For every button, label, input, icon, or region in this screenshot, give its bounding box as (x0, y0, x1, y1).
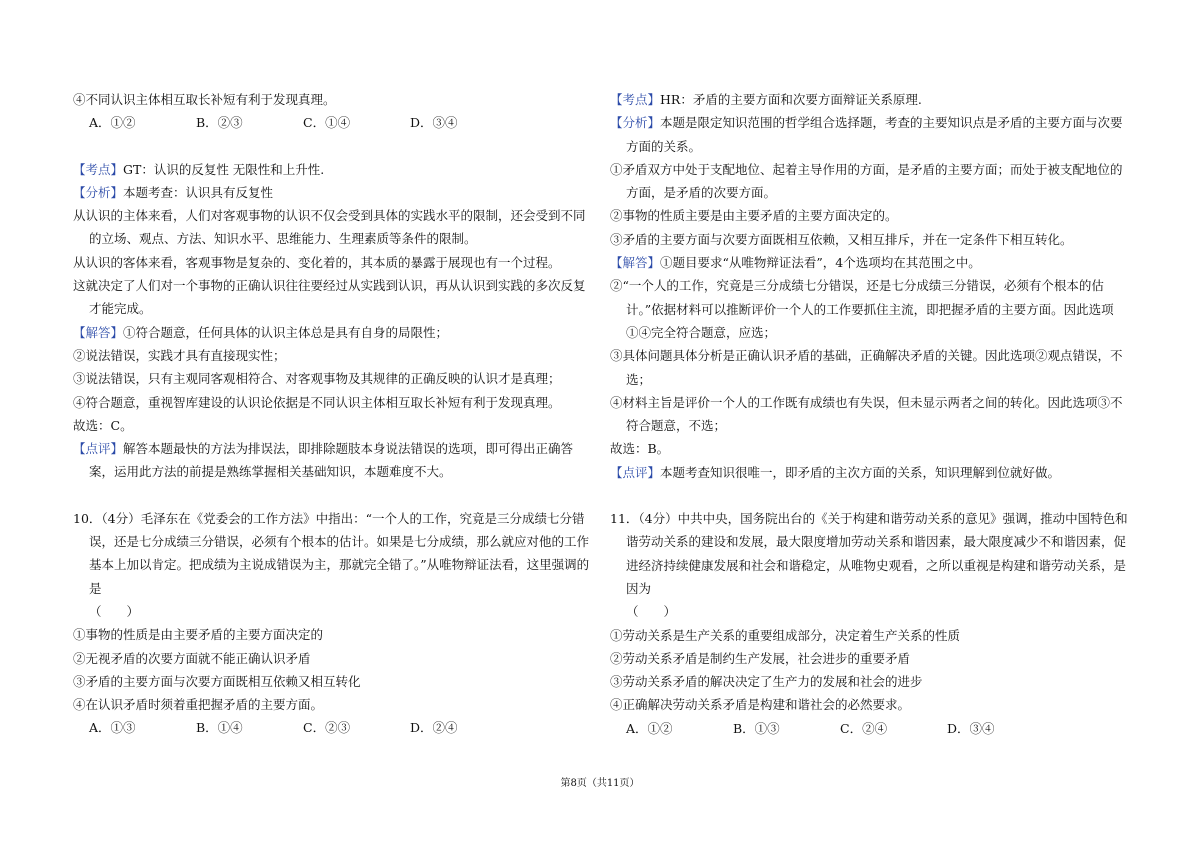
option-c: C．②④ (840, 720, 888, 736)
fenxi-line: ②事物的性质主要是由主要矛盾的主要方面决定的。 (610, 208, 898, 224)
option-c: C．②③ (303, 720, 351, 736)
spacer (73, 135, 593, 158)
page-footer: 第8页（共11页） (560, 778, 640, 789)
question-10-item: ①事物的性质是由主要矛盾的主要方面决定的 (73, 627, 324, 643)
question-11-item: ③劳动关系矛盾的解决决定了生产力的发展和社会的进步 (610, 674, 923, 690)
question-11-paren: （ ） (626, 604, 677, 620)
dianping-tag: 【点评】 (610, 464, 661, 480)
fenxi (73, 181, 593, 204)
question-10-paren: （ ） (89, 603, 140, 619)
fenxi (610, 111, 1130, 158)
dianping (610, 461, 1130, 484)
option-a: A．①② (626, 720, 673, 736)
fenxi-text: 本题考查：认识具有反复性 (123, 184, 274, 200)
option-b: B．①④ (196, 720, 243, 736)
fenxi-line: 这就决定了人们对一个事物的正确认识往往要经过从实践到认识，再从认识到实践的多次反复才能完成。 (73, 278, 586, 317)
dianping-tag: 【点评】 (73, 441, 124, 457)
jieda-text: ①符合题意，任何具体的认识主体总是具有自身的局限性； (123, 324, 449, 340)
question-10-stem: 10．（4分）毛泽东在《党委会的工作方法》中指出：“一个人的工作，究竟是三分成绩七分错误，还是七分成绩三分错误，必须有个根本的估计。如果是七分成绩，那么就应对他的工作基本上加以肯定。把成绩为主说成错误为主，那就完全错了。”从唯物辩证法看，这里强调的是 (73, 510, 590, 596)
jieda-line: ③说法错误，只有主观同客观相符合、对客观事物及其规律的正确反映的认识才是真理； (73, 371, 561, 387)
jieda-tag: 【解答】 (610, 255, 661, 271)
dianping (73, 437, 593, 484)
jieda (73, 321, 593, 344)
option-b: B．②③ (196, 115, 243, 131)
question-11-options (610, 717, 1130, 740)
jieda-line: ②说法错误，实践才具有直接现实性； (73, 347, 286, 363)
fenxi-tag: 【分析】 (73, 184, 124, 200)
fenxi-line: 从认识的客体来看，客观事物是复杂的、变化着的，其本质的暴露于展现也有一个过程。 (73, 254, 561, 270)
option-d: D．③④ (947, 720, 995, 736)
option-c: C．①④ (303, 115, 351, 131)
fenxi-line: 从认识的主体来看，人们对客观事物的认识不仅会受到具体的实践水平的限制，还会受到不同的立场、观点、方法、知识水平、思维能力、生理素质等条件的限制。 (73, 208, 586, 247)
left-column (73, 88, 593, 740)
jieda-answer: 故选：C。 (73, 417, 133, 433)
question-11-stem: 11．（4分）中共中央，国务院出台的《关于构建和谐劳动关系的意见》强调，推动中国特色和谐劳动关系的建设和发展，最大限度增加劳动关系和谐因素，最大限度减少不和谐因素，促进经济持续健康发展和社会和谐稳定，从唯物史观看，之所以重视是构建和谐劳动关系，是因为 (610, 511, 1128, 596)
question-11-item: ②劳动关系矛盾是制约生产发展，社会进步的重要矛盾 (610, 650, 911, 666)
option-d: D．②④ (410, 720, 458, 736)
spacer (610, 484, 1130, 507)
jieda-line: ②“一个人的工作，究竟是三分成绩七分错误，还是七分成绩三分错误，必须有个根本的估计。”依据材料可以推断评价一个人的工作要抓住主流，即把握矛盾的主要方面。因此选项①④完全符合题意，应选； (610, 278, 1114, 340)
fenxi-line: ③矛盾的主要方面与次要方面既相互依赖，又相互排斥，并在一定条件下相互转化。 (610, 231, 1073, 247)
question-10-item: ③矛盾的主要方面与次要方面既相互依赖又相互转化 (73, 673, 361, 689)
dianping-text: 解答本题最快的方法为排误法，即排除题肢本身说法错误的选项，即可得出正确答案，运用此方法的前提是熟练掌握相关基础知识，本题难度不大。 (89, 441, 574, 480)
jieda-text: ①题目要求“从唯物辩证法看”，4个选项均在其范围之中。 (660, 255, 981, 271)
kaodian-text: GT：认识的反复性 无限性和上升性. (123, 161, 325, 177)
dianping-text: 本题考查知识很唯一，即矛盾的主次方面的关系，知识理解到位就好做。 (660, 464, 1061, 480)
kaodian-text: HR：矛盾的主要方面和次要方面辩证关系原理. (660, 92, 922, 107)
option-b: B．①③ (733, 720, 780, 736)
prev-question-item: ④不同认识主体相互取长补短有利于发现真理。 (73, 92, 336, 107)
jieda-tag: 【解答】 (73, 324, 124, 340)
question-10-item: ④在认识矛盾时须着重把握矛盾的主要方面。 (73, 697, 324, 713)
spacer (73, 484, 593, 507)
fenxi-text: 本题是限定知识范围的哲学组合选择题，考查的主要知识点是矛盾的主要方面与次要方面的关系。 (626, 115, 1123, 154)
jieda-answer: 故选：B。 (610, 441, 670, 457)
prev-question-options (73, 111, 593, 134)
kaodian-tag: 【考点】 (73, 161, 124, 177)
question-10-item: ②无视矛盾的次要方面就不能正确认识矛盾 (73, 650, 311, 666)
question-10-options (73, 716, 593, 739)
question-11-item: ①劳动关系是生产关系的重要组成部分，决定着生产关系的性质 (610, 627, 961, 643)
option-d: D．③④ (410, 115, 458, 131)
right-column (610, 88, 1130, 740)
option-a: A．①② (89, 115, 136, 131)
jieda-line: ④符合题意，重视智库建设的认识论依据是不同认识主体相互取长补短有利于发现真理。 (73, 394, 561, 410)
jieda-line: ④材料主旨是评价一个人的工作既有成绩也有失误，但未显示两者之间的转化。因此选项③不符合题意，不选； (610, 394, 1123, 434)
kaodian (610, 88, 1130, 111)
option-a: A．①③ (89, 720, 136, 736)
fenxi-tag: 【分析】 (610, 115, 661, 131)
question-11-item: ④正确解决劳动关系矛盾是构建和谐社会的必然要求。 (610, 697, 911, 713)
fenxi-line: ①矛盾双方中处于支配地位、起着主导作用的方面，是矛盾的主要方面；而处于被支配地位的方面，是矛盾的次要方面。 (610, 161, 1123, 201)
kaodian (73, 158, 593, 181)
jieda (610, 251, 1130, 274)
jieda-line: ③具体问题具体分析是正确认识矛盾的基础，正确解决矛盾的关键。因此选项②观点错误，不选； (610, 348, 1123, 387)
kaodian-tag: 【考点】 (610, 92, 661, 107)
